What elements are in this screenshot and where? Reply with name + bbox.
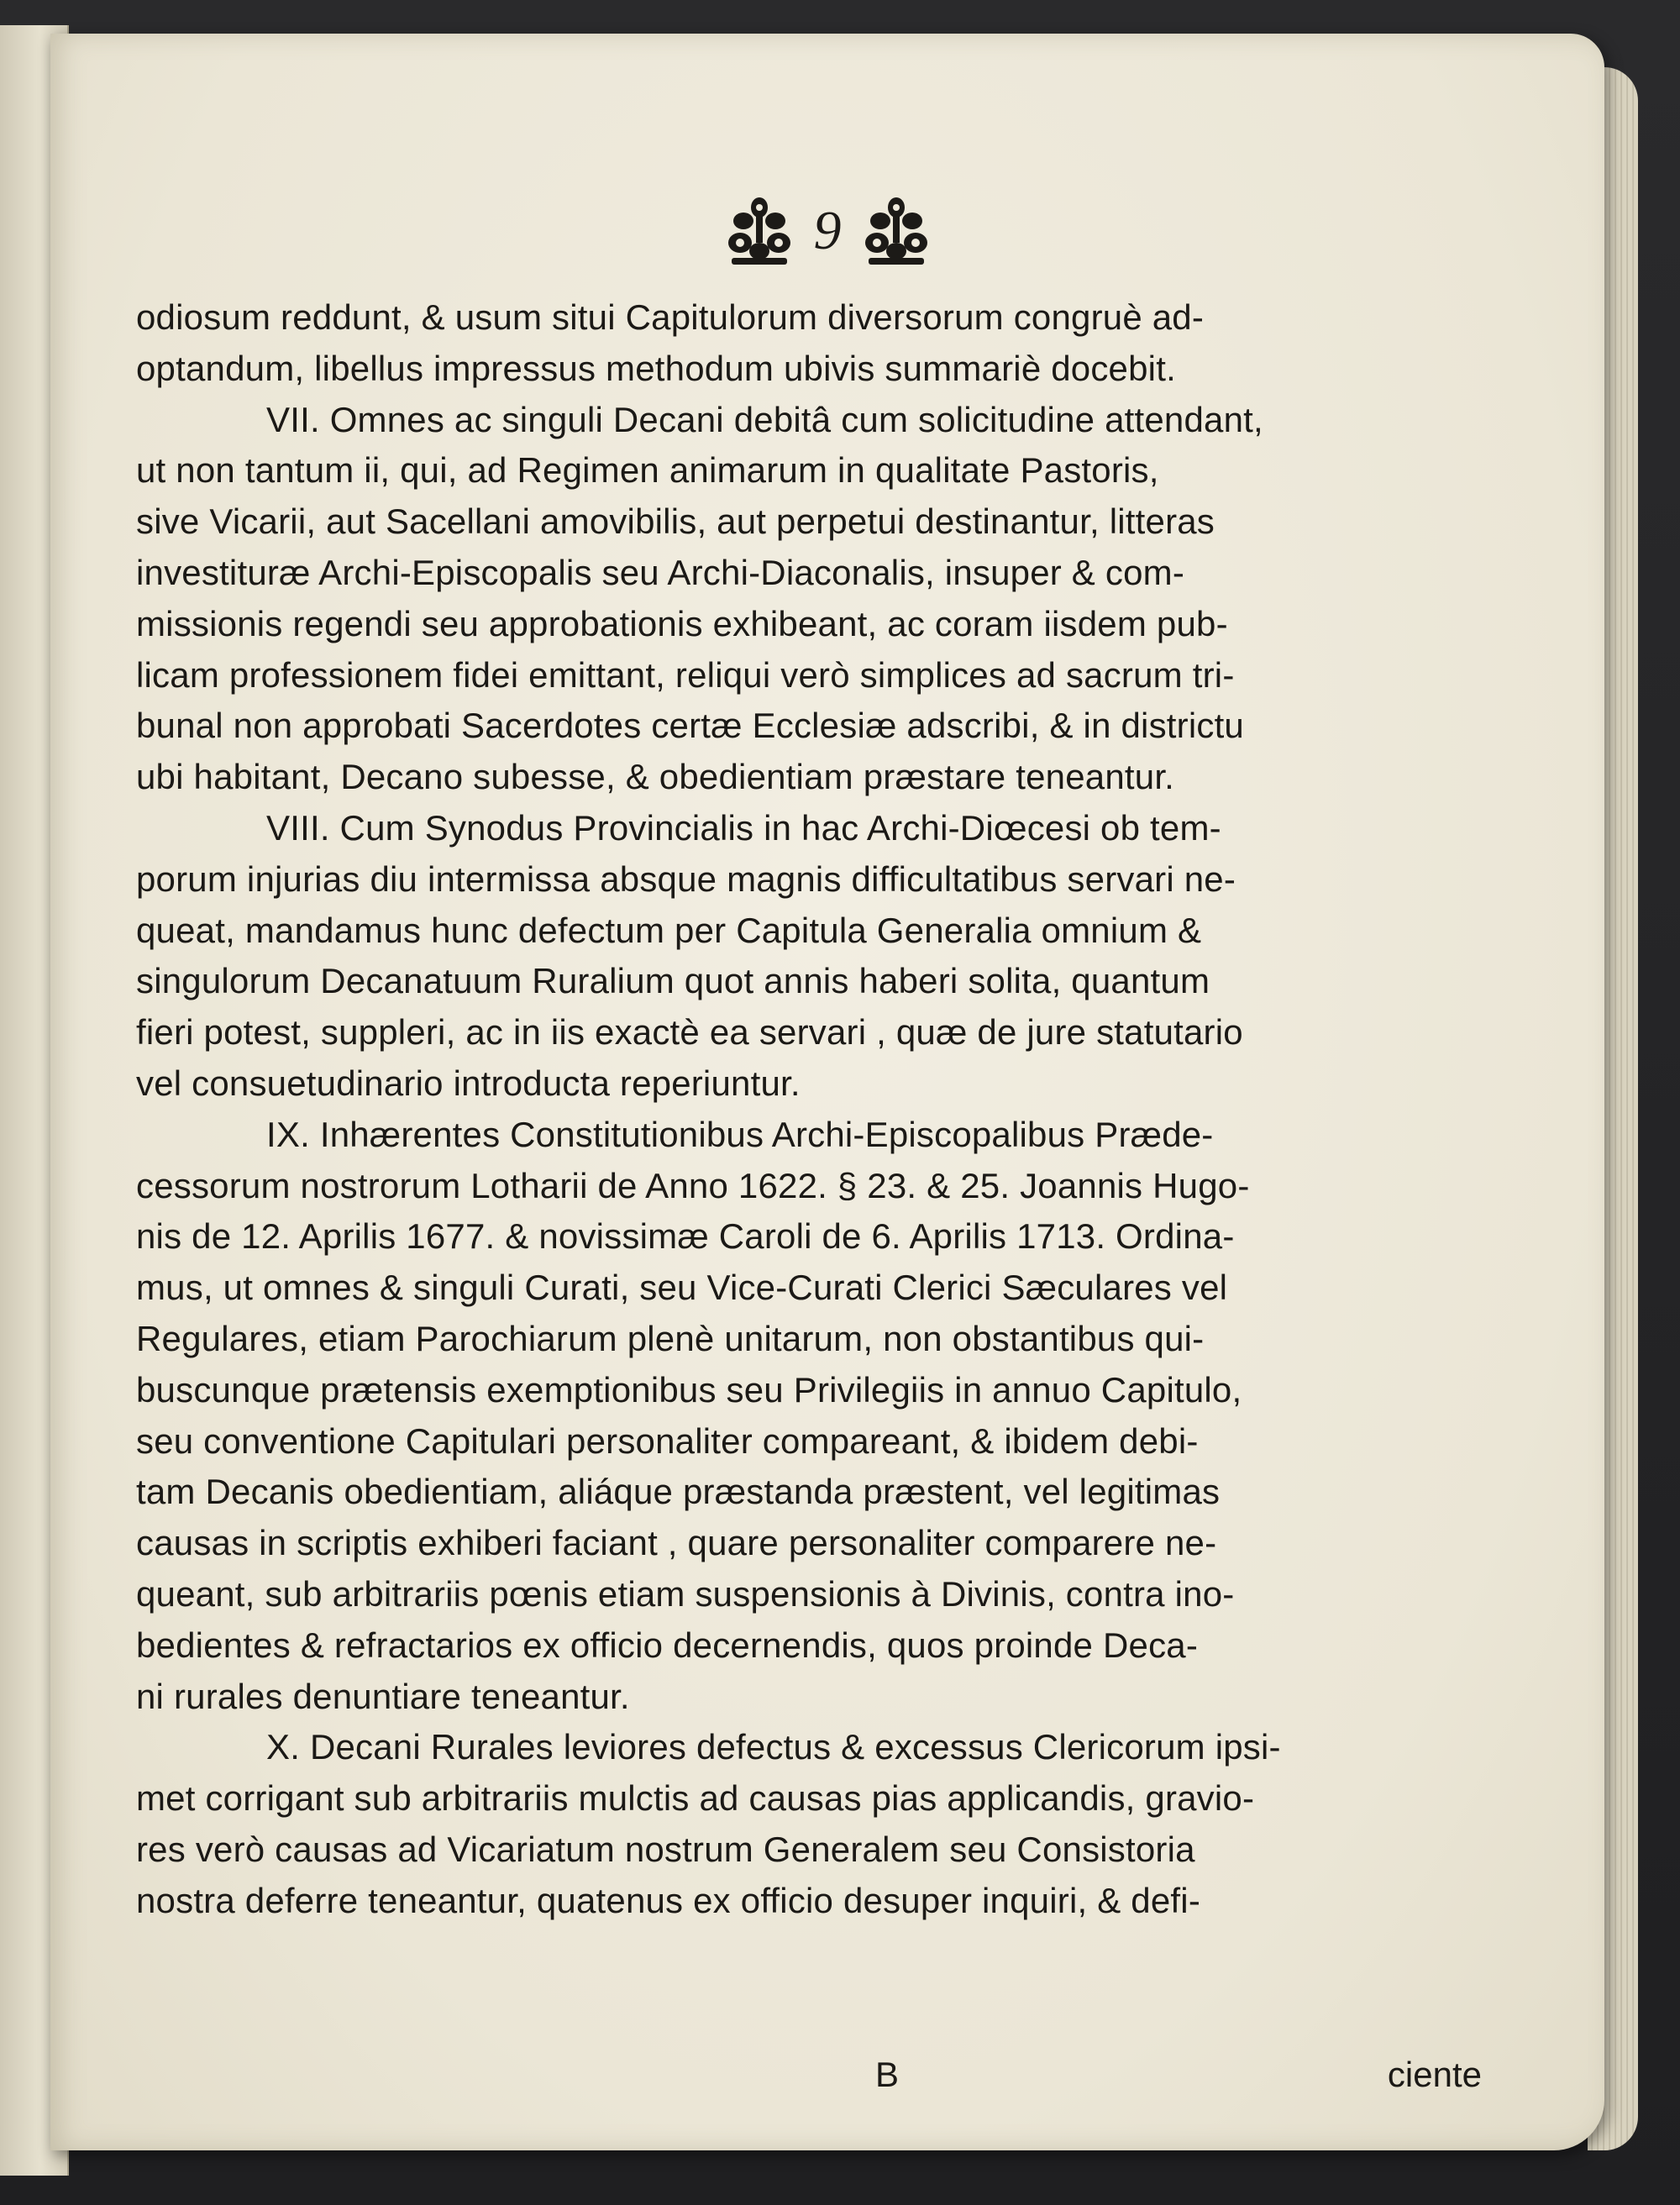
text-line: causas in scriptis exhiberi faciant , quare personaliter comparere ne- bbox=[136, 1523, 1217, 1563]
paragraph-start-line: X. Decani Rurales leviores defectus & excessus Clericorum ipsi- bbox=[266, 1727, 1281, 1767]
text-line: queant, sub arbitrariis pœnis etiam suspensionis à Divinis, contra ino- bbox=[136, 1573, 1235, 1614]
text-line: sive Vicarii, aut Sacellani amovibilis, aut perpetui destinantur, litteras bbox=[136, 501, 1215, 542]
text-line: seu conventione Capitulari personaliter compareant, & ibidem debi- bbox=[136, 1420, 1199, 1461]
paragraph-start-line: VII. Omnes ac singuli Decani debitâ cum solicitudine attendant, bbox=[266, 399, 1263, 439]
text-line: singulorum Decanatuum Ruralium quot annis haberi solita, quantum bbox=[136, 961, 1210, 1001]
text-line: cessorum nostrorum Lotharii de Anno 1622. § 23. & 25. Joannis Hugo- bbox=[136, 1165, 1250, 1205]
text-line: porum injurias diu intermissa absque magnis difficultatibus servari ne- bbox=[136, 858, 1236, 899]
text-line: bunal non approbati Sacerdotes certæ Ecclesiæ adscribi, & in districtu bbox=[136, 706, 1244, 746]
text-line: bedientes & refractarios ex officio decernendis, quos proinde Deca- bbox=[136, 1625, 1199, 1665]
paragraph-start-line: IX. Inhærentes Constitutionibus Archi-Episcopalibus Præde- bbox=[266, 1114, 1214, 1154]
paragraph-start-line: VIII. Cum Synodus Provincialis in hac Archi-Diœcesi ob tem- bbox=[266, 807, 1221, 848]
text-line: investituræ Archi-Episcopalis seu Archi-Diaconalis, insuper & com- bbox=[136, 552, 1185, 592]
page-number: 9 bbox=[813, 200, 842, 261]
text-line: missionis regendi seu approbationis exhibeant, ac coram iisdem pub- bbox=[136, 603, 1228, 643]
page-header bbox=[50, 181, 1604, 281]
body-text bbox=[136, 292, 1472, 1927]
text-line: nis de 12. Aprilis 1677. & novissimæ Caroli de 6. Aprilis 1713. Ordina- bbox=[136, 1216, 1235, 1257]
book-page bbox=[50, 34, 1604, 2150]
text-line: nostra deferre teneantur, quatenus ex officio desuper inquiri, & defi- bbox=[136, 1880, 1201, 1920]
text-line: buscunque prætensis exemptionibus seu Privilegiis in annuo Capitulo, bbox=[136, 1369, 1242, 1410]
text-line: ubi habitant, Decano subesse, & obedientiam præstare teneantur. bbox=[136, 757, 1175, 797]
text-line: ut non tantum ii, qui, ad Regimen animarum in qualitate Pastoris, bbox=[136, 450, 1159, 491]
signature-mark: B bbox=[875, 2055, 900, 2094]
floral-fleuron-icon bbox=[864, 196, 929, 266]
text-line: res verò causas ad Vicariatum nostrum Generalem seu Consistoria bbox=[136, 1829, 1195, 1869]
text-line: tam Decanis obedientiam, aliáque præstanda præstent, vel legitimas bbox=[136, 1472, 1221, 1512]
text-line: mus, ut omnes & singuli Curati, seu Vice-Curati Clerici Sæculares vel bbox=[136, 1268, 1228, 1308]
text-line: ni rurales denuntiare teneantur. bbox=[136, 1676, 630, 1716]
text-line: met corrigant sub arbitrariis mulctis ad causas pias applicandis, gravio- bbox=[136, 1778, 1255, 1819]
page-footer bbox=[136, 2055, 1482, 2105]
text-line: vel consuetudinario introducta reperiuntur. bbox=[136, 1063, 801, 1103]
catchword: ciente bbox=[1387, 2055, 1482, 2094]
text-line: queat, mandamus hunc defectum per Capitula Generalia omnium & bbox=[136, 910, 1202, 950]
text-line: optandum, libellus impressus methodum ubivis summariè docebit. bbox=[136, 348, 1176, 388]
text-line: licam professionem fidei emittant, reliqui verò simplices ad sacrum tri- bbox=[136, 654, 1235, 695]
text-line: fieri potest, suppleri, ac in iis exactè ea servari , quæ de jure statutario bbox=[136, 1012, 1243, 1053]
text-line: Regulares, etiam Parochiarum plenè unitarum, non obstantibus qui- bbox=[136, 1318, 1205, 1358]
floral-fleuron-icon bbox=[727, 196, 792, 266]
text-line: odiosum reddunt, & usum situi Capitulorum diversorum congruè ad- bbox=[136, 297, 1205, 337]
